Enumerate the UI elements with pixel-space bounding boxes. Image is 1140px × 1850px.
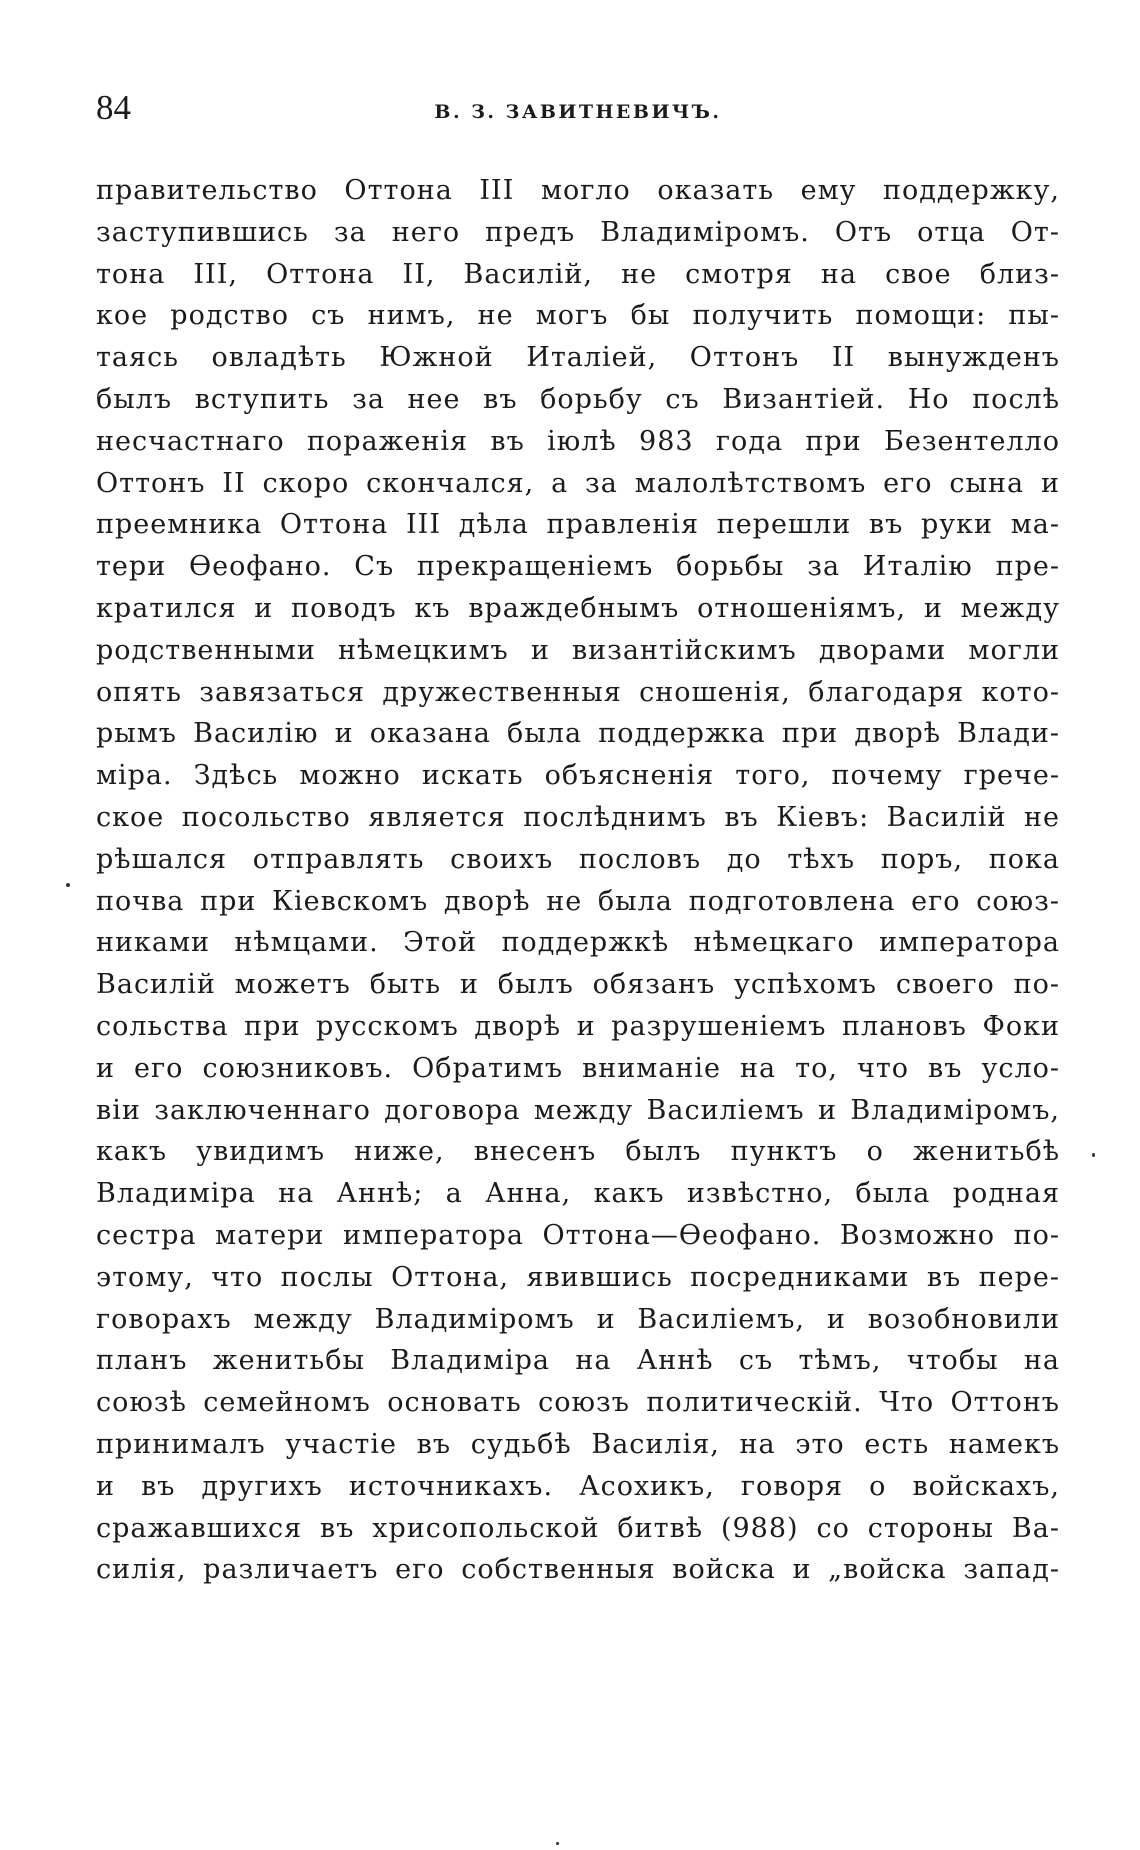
text-line: никами нѣмцами. Этой поддержкѣ нѣмецкаго императора <box>96 927 1060 959</box>
page-number: 84 <box>96 88 131 127</box>
text-line: преемника Оттона III дѣла правленія перешли въ руки ма- <box>96 509 1060 541</box>
text-line: опять завязаться дружественныя сношенія, благодаря кото- <box>96 676 1060 708</box>
text-line: и его союзниковъ. Обратимъ вниманіе на то, что въ усло- <box>96 1052 1060 1084</box>
text-line: рымъ Василію и оказана была поддержка при дворѣ Влади- <box>96 718 1060 750</box>
text-line: былъ вступить за нее въ борьбу съ Византіей. Но послѣ <box>96 383 1060 415</box>
text-line: этому, что послы Оттона, явившись посредниками въ пере- <box>96 1261 1060 1293</box>
text-line: кратился и поводъ къ враждебнымъ отношеніямъ, и между <box>96 592 1060 624</box>
text-line: сольства при русскомъ дворѣ и разрушеніемъ плановъ Фоки <box>96 1010 1060 1042</box>
body-text <box>96 170 1060 1591</box>
text-line: Оттонъ II скоро скончался, а за малолѣтствомъ его сына и <box>96 467 1060 499</box>
text-line: какъ увидимъ ниже, внесенъ былъ пунктъ о женитьбѣ <box>96 1136 1060 1168</box>
text-line: и въ другихъ источникахъ. Асохикъ, говоря о войскахъ, <box>96 1470 1060 1502</box>
text-line: родственными нѣмецкимъ и византійскимъ дворами могли <box>96 634 1060 666</box>
print-speck <box>556 1842 559 1845</box>
page-header <box>96 80 1060 140</box>
text-line: союзѣ семейномъ основать союзъ политическій. Что Оттонъ <box>96 1387 1060 1419</box>
text-line: говорахъ между Владиміромъ и Василіемъ, и возобновили <box>96 1303 1060 1335</box>
text-line: Василій можетъ быть и былъ обязанъ успѣхомъ своего по- <box>96 969 1060 1001</box>
text-line: сражавшихся въ хрисопольской битвѣ (988) со стороны Ва- <box>96 1512 1060 1544</box>
text-line: правительство Оттона III могло оказать ему поддержку, <box>96 175 1060 206</box>
running-head: В. З. ЗАВИТНЕВИЧЪ. <box>434 101 722 123</box>
text-line: тона III, Оттона II, Василій, не смотря на свое близ- <box>96 258 1060 290</box>
text-line: таясь овладѣть Южной Италіей, Оттонъ II вынужденъ <box>96 342 1060 374</box>
text-line: рѣшался отправлять своихъ пословъ до тѣхъ поръ, пока <box>96 843 1060 875</box>
text-line: тери Ѳеофано. Съ прекращеніемъ борьбы за Италію пре- <box>96 551 1060 583</box>
text-line: силія, различаетъ его собственныя войска и „войска запад- <box>96 1554 1060 1586</box>
text-line: віи заключеннаго договора между Василіемъ и Владиміромъ, <box>96 1094 1060 1126</box>
text-line: заступившись за него предъ Владиміромъ. Отъ отца От- <box>96 216 1060 248</box>
text-line: кое родство съ нимъ, не могъ бы получить помощи: пы- <box>96 300 1060 332</box>
print-speck <box>1092 1153 1095 1157</box>
text-line: почва при Кіевскомъ дворѣ не была подготовлена его союз- <box>96 885 1060 917</box>
text-line: сестра матери императора Оттона—Ѳеофано. Возможно по- <box>96 1219 1060 1251</box>
text-line: ское посольство является послѣднимъ въ Кіевъ: Василій не <box>96 801 1060 833</box>
text-line: планъ женитьбы Владиміра на Аннѣ съ тѣмъ, чтобы на <box>96 1345 1060 1377</box>
text-line: міра. Здѣсь можно искать объясненія того, почему грече- <box>96 760 1060 792</box>
text-line: Владиміра на Аннѣ; а Анна, какъ извѣстно, была родная <box>96 1178 1060 1210</box>
text-line: принималъ участіе въ судьбѣ Василія, на это есть намекъ <box>96 1428 1060 1460</box>
text-line: несчастнаго пораженія въ іюлѣ 983 года при Безентелло <box>96 425 1060 457</box>
print-speck <box>66 883 70 887</box>
